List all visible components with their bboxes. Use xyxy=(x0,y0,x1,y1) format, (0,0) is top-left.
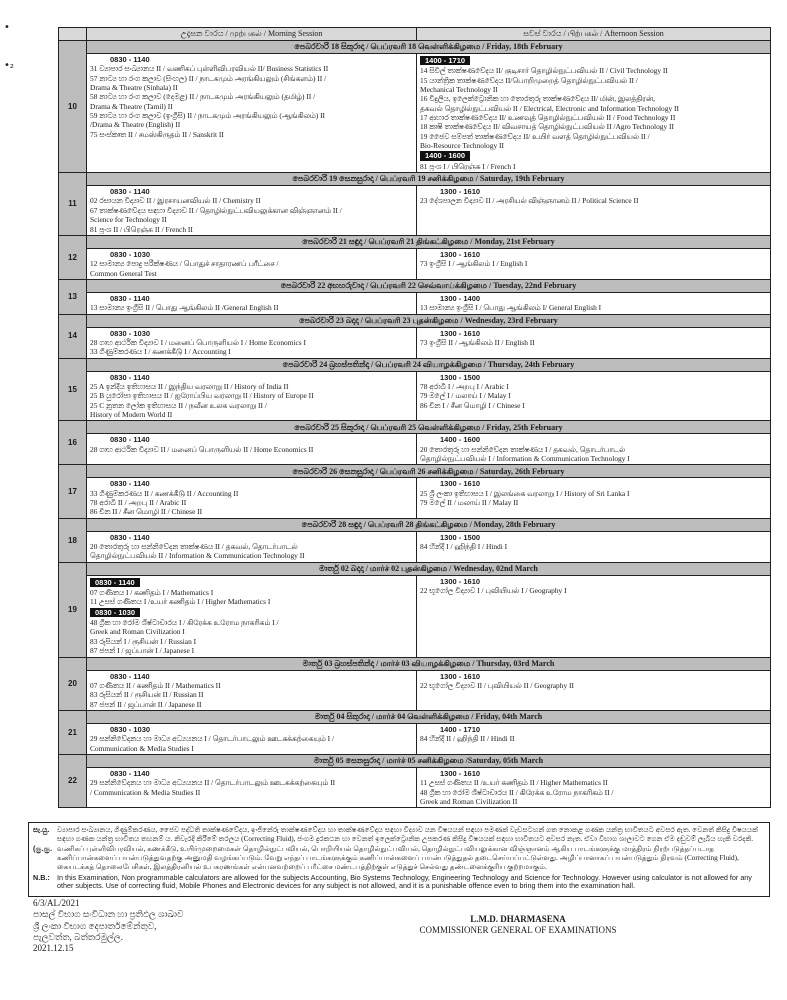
exam-time: 0830 - 1140 xyxy=(110,671,150,681)
subject-line: 73 ඉංග්‍රීසි I / ஆங்கிலம் I / English I xyxy=(420,259,528,269)
note-tamil xyxy=(33,845,765,871)
date-label: මාර්තු 03 බ්‍රහස්පතින්දා / மார்ச் 03 வியாழக்கிழமை / Thursday, 03rd March xyxy=(87,657,771,670)
subject-line: 75 සංස්කෘත II / சமஸ்கிருதம் II / Sanskrit II xyxy=(90,129,224,139)
morning-cell xyxy=(87,248,417,279)
exam-time: 1300 - 1400 xyxy=(440,293,481,303)
subject-line: 13 සාමාන්‍ය ඉංග්‍රීසි I / பொது ஆங்கிலம் I/ General English I xyxy=(420,303,602,313)
note-text: வணிகப் புள்ளிவிபரவியல், கணக்கீடு, உயிர்முறைமைகள் தொழில்நுட்பவியல், பொறியியல் தொழில்நுட்பவியல், தொழில்நுட்பவியலுக்கான விஞ்ஞானம் ஆகிய பாடங்களுக்கு மாத்திரம் நிரற்படுத்தப்படாத கணிப்பான்களைப் பயன்படுத்துவதற்கு அனுமதி வழங்கப்படும். வேறு எந்தப் பாடங்களுக்கும் கணிப்பான்களைப் பயன்படுத்துதல் தடைசெய்யப்பட்டுள்ளது. அழிப்பானாகப் பயன்படுத்தும் திரவம் (Correcting Fluid), கையடக்கத் தொலைபேசிகள், இலத்திரனியல் உபகரணங்கள் என்பனவற்றைப் பரீட்சை மண்டபத்திற்குள் எடுத்துச் செல்வது தண்டனைக்குரிய குற்றமாகும். xyxy=(57,845,739,871)
date-row xyxy=(59,235,771,248)
date-row xyxy=(59,754,771,767)
subject-line: 20 තොරතුරු හා සන්නිවේදන තාක්ෂණය I / தகவல், தொடர்பாடல் xyxy=(420,444,626,454)
department-name: ශ්‍රී ලංකා විභාග දෙපාර්තමේන්තුව, xyxy=(33,920,157,931)
date-label: පෙබරවාරි 18 සිකුරාදා / பெப்ரவரி 18 வெள்ளிக்கிழமை / Friday, 18th February xyxy=(87,41,771,54)
subject-line: 07 ගණිතය I / கணிதம் I / Mathematics I xyxy=(90,588,214,598)
exam-day-row xyxy=(59,575,771,657)
date-label: පෙබරවාරි 28 සඳුදා / பெப்ரவரி 28 திங்கட்கிழமை / Monday, 28th February xyxy=(87,518,771,531)
morning-cell xyxy=(87,327,417,358)
note-label: N.B.: xyxy=(33,872,50,882)
subject-line: 81 ප්‍රංශ II / பிரெஞ்சு II / French II xyxy=(90,224,193,234)
subject-line: 84 හින්දි II / ஹிந்தி II / Hindi II xyxy=(420,734,515,744)
exam-time: 1300 - 1610 xyxy=(440,671,481,681)
date-label: පෙබරවාරි 19 සෙනසුරාදා / பெப்ரவரி 19 சனிக்கிழமை / Saturday, 19th February xyxy=(87,173,771,186)
morning-cell xyxy=(87,767,417,807)
exam-time: 0830 - 1030 xyxy=(90,608,140,617)
subject-line: 25 C නූතන ලෝක ඉතිහාසය II / நவீன உலக வரலாறு II / xyxy=(90,400,267,410)
day-number: 17 xyxy=(59,465,87,518)
exam-time: 0830 - 1030 xyxy=(110,249,151,259)
afternoon-cell xyxy=(417,670,771,710)
note-text: ව්‍යාපාර සංඛ්‍යානය, ගිණුම්කරණය, ජෛව පද්ධති තාක්ෂණවේදය, ඉංජිනේරු තාක්ෂණවේදය හා තාක්ෂණවේදය සඳහා විද්‍යාව යන විෂයයන් සඳහා පමණක් වැඩසටහන් ගත නොකළ ගණක යන්ත්‍ර භාවිතයට අවසර ඇත. වෙනත් කිසිදු විෂයයක් සඳහා ගණක යන්ත්‍ර භාවිතය තහනම් ය. නිවැරදි කිරීමේ තරලය (Correcting Fluid), ජංගම දුරකථන හා වෙනත් ඉලෙක්ට්‍රොනික උපකරණ කිසිදු විෂයයක් සඳහා භාවිතයට අවසර නැත. ඒවා විභාග ශාලාවට ගෙන ඒම දඬුවම් ලැබිය හැකි වරදකි. xyxy=(57,826,759,843)
date-row xyxy=(59,421,771,434)
date-label: මාර්තු 05 සෙනසුරාදා / மார்ச் 05 சனிக்கிழமை /Saturday, 05th March xyxy=(87,754,771,767)
branch-name: පාසල් විභාග සංවිධාන හා ප්‍රතිඵල ශාඛාව xyxy=(33,909,184,920)
date-row xyxy=(59,465,771,478)
afternoon-cell xyxy=(417,327,771,358)
subject-line: Science for Technology II xyxy=(90,215,167,225)
subject-line: 48 ග්‍රීක හා රෝම ශිෂ්ටාචාරය II / கிரேக்க உரோம நாகரிகம் II / xyxy=(420,787,614,797)
date-label: පෙබරවාරි 25 සිකුරාදා / பெப்ரவரி 25 வெள்ளிக்கிழமை / Friday, 25th February xyxy=(87,421,771,434)
subject-line: 28 ගෘහ ආර්ථික විද්‍යාව II / மனைப் பொருளியல் II / Home Economics II xyxy=(90,444,314,454)
subject-line: Drama & Theatre (Tamil) II xyxy=(90,101,173,111)
date-row xyxy=(59,518,771,531)
subject-line: 22 භූගෝල විද්‍යාව II / புவியியல் II / Geography II xyxy=(420,680,574,690)
subject-line: 57 නාට්‍ය හා රංග කලාව (සිංහල) II / நாடகமும் அரங்கியலும் (சிங்களம்) II / xyxy=(90,73,327,83)
session-header-row xyxy=(59,28,771,41)
exam-timetable xyxy=(58,27,771,808)
date-label: මාර්තු 04 සිකුරාදා / மார்ச் 04 வெள்ளிக்கிழமை / Friday, 04th March xyxy=(87,710,771,723)
day-number: 18 xyxy=(59,518,87,562)
exam-time: 1300 - 1610 xyxy=(440,768,481,778)
subject-line: 11 උසස් ගණිතය I /உயர் கணிதம் I / Higher Mathematics I xyxy=(90,597,271,607)
exam-day-row xyxy=(59,723,771,754)
date-label: පෙබරවාරි 26 සෙනසුරාදා / பெப்ரவரி 26 சனிக்கிழமை / Saturday, 26th February xyxy=(87,465,771,478)
subject-line: 19 ජෛව සම්පත් තාක්ෂණවේදය II/ உயிர் வளத் தொழில்நுட்பவியல் II / xyxy=(420,131,650,141)
morning-cell xyxy=(87,292,417,314)
subject-line: Greek and Roman Civilization II xyxy=(420,796,518,806)
note-label: සැ.යු. xyxy=(33,825,50,834)
morning-cell xyxy=(87,478,417,518)
afternoon-cell xyxy=(417,54,771,173)
exam-time: 0830 - 1140 xyxy=(110,293,150,303)
afternoon-cell xyxy=(417,575,771,657)
exam-time: 1400 - 1710 xyxy=(440,724,481,734)
afternoon-cell xyxy=(417,248,771,279)
date-row xyxy=(59,314,771,327)
day-number: 12 xyxy=(59,235,87,279)
afternoon-cell xyxy=(417,723,771,754)
subject-line: Greek and Roman Civilization I xyxy=(90,627,185,637)
date-label: පෙබරවාරි 23 බදාදා / பெப்ரவரி 23 புதன்கிழமை / Wednesday, 23rd February xyxy=(87,314,771,327)
subject-line: Drama & Theatre (Sinhala) II xyxy=(90,83,178,93)
day-number: 22 xyxy=(59,754,87,807)
note-label: (கு.கு. xyxy=(33,844,53,854)
subject-line: 78 අරාබි II / அறபு II / Arabic II xyxy=(90,498,187,508)
subject-line: 48 ග්‍රීක හා රෝම ශිෂ්ටාචාරය I / கிரேக்க உரோம நாகரிகம் I / xyxy=(90,618,279,628)
morning-cell xyxy=(87,54,417,173)
subject-line: 73 ඉංග්‍රීසි II / ஆங்கிலம் II / English II xyxy=(420,337,535,347)
exam-day-row xyxy=(59,54,771,173)
subject-line: 18 කෘෂි තාක්ෂණවේදය II/ விவசாயத் தொழில்நுட்பவியல் II /Agro Technology II xyxy=(420,122,674,132)
day-number: 20 xyxy=(59,657,87,710)
subject-line: 20 තොරතුරු හා සන්නිවේදන තාක්ෂණය II / தகவல், தொடர்பாடல் xyxy=(90,542,298,552)
day-number: 15 xyxy=(59,358,87,421)
exam-time: 1300 - 1610 xyxy=(440,249,481,259)
date-label: පෙබරවාරි 24 බ්‍රහස්පතින්දා / பெப்ரவரி 24 வியாழக்கிழமை / Thursday, 24th February xyxy=(87,358,771,371)
date-row xyxy=(59,657,771,670)
exam-day-row xyxy=(59,186,771,236)
notes-box xyxy=(28,822,770,897)
signatory-title: COMMISSIONER GENERAL OF EXAMINATIONS xyxy=(419,925,617,935)
exam-day-row xyxy=(59,248,771,279)
afternoon-cell xyxy=(417,371,771,421)
morning-cell xyxy=(87,575,417,657)
exam-time: 1300 - 1500 xyxy=(440,532,481,542)
exam-time: 1300 - 1610 xyxy=(440,187,481,197)
exam-time: 1400 - 1600 xyxy=(420,151,470,160)
exam-day-row xyxy=(59,434,771,465)
subject-line: 87 ජපන් I / ஜப்பான் I / Japanese I xyxy=(90,646,195,656)
subject-line: 12 සාමාන්‍ය පොදු පරීක්ෂණය / பொதுச் சாதாரணப் பரீட்சை / xyxy=(90,259,279,269)
morning-cell xyxy=(87,434,417,465)
subject-line: 07 ගණිතය II / கணிதம் II / Mathematics II xyxy=(90,680,221,690)
day-number: 13 xyxy=(59,279,87,314)
subject-line: Common General Test xyxy=(90,268,157,278)
exam-day-row xyxy=(59,327,771,358)
exam-day-row xyxy=(59,371,771,421)
subject-line: தொழில்நுட்பவியல் I / Information & Communication Technology I xyxy=(420,454,630,463)
subject-line: 81 ප්‍රංශ I / பிரெஞ்சு I / French I xyxy=(420,161,516,171)
day-number: 11 xyxy=(59,173,87,236)
date-row xyxy=(59,279,771,292)
reference-number: 6/3/AL/2021 xyxy=(33,898,80,908)
exam-day-row xyxy=(59,292,771,314)
date-label: පෙබරවාරි 22 අඟහරුවාදා / பெப்ரவரி 22 செவ்வாய்க்கிழமை / Tuesday, 22nd February xyxy=(87,279,771,292)
subject-line: / Communication & Media Studies II xyxy=(90,787,201,797)
subject-line: 79 මලේ I / மலாய் I / Malay I xyxy=(420,391,511,401)
day-number: 21 xyxy=(59,710,87,754)
subject-line: 29 සන්නිවේදනය හා මාධ්‍ය අධ්‍යයනය I / தொடர்பாடலும் ஊடகக்கற்கையும் I / xyxy=(90,734,335,744)
exam-day-row xyxy=(59,670,771,710)
subject-line: 78 අරාබි I / அறபு I / Arabic I xyxy=(420,381,509,391)
subject-line: 02 රසායන විද්‍යාව II / இரசாயனவியல் II / Chemistry II xyxy=(90,196,261,206)
subject-line: 31 ව්‍යාපාර සංඛ්‍යානය II / வணிகப் புள்ளிவிபரவியல் II/ Business Statistics II xyxy=(90,64,329,74)
exam-day-row xyxy=(59,478,771,518)
day-number: 10 xyxy=(59,41,87,173)
issue-date: 2021.12.15 xyxy=(33,943,74,954)
signature-block xyxy=(368,914,668,936)
exam-time: 0830 - 1140 xyxy=(110,479,150,489)
exam-day-row xyxy=(59,767,771,807)
subject-line: 17 ආහාර තාක්ෂණවේදය II/ உணவுத் தொழில்நுட்பவியல் II / Food Technology II xyxy=(420,113,676,123)
exam-time: 0830 - 1140 xyxy=(110,768,150,778)
margin-mark: • xyxy=(4,22,10,33)
afternoon-cell xyxy=(417,434,771,465)
exam-time: 1400 - 1710 xyxy=(420,56,470,65)
exam-time: 0830 - 1030 xyxy=(110,328,151,338)
subject-line: 22 භූගෝල විද්‍යාව I / புவியியல் I / Geography I xyxy=(420,586,567,596)
subject-line: 33 ගිණුම්කරණය I / கணக்கீடு I / Accounting I xyxy=(90,347,231,357)
subject-line: 25 ශ්‍රී ලංකා ඉතිහාසය I / இலங்கை வரலாறு I / History of Sri Lanka I xyxy=(420,488,630,498)
date-row xyxy=(59,710,771,723)
exam-time: 1300 - 1610 xyxy=(440,328,481,338)
note-english xyxy=(33,874,765,891)
exam-time: 1300 - 1500 xyxy=(440,372,481,382)
subject-line: 86 චීන I / சீன மொழி I / Chinese I xyxy=(420,400,525,410)
margin-mark: •₂ xyxy=(4,60,14,71)
date-label: පෙබරවාරි 21 සඳුදා / பெப்ரவரி 21 திங்கட்கிழமை / Monday, 21st February xyxy=(87,235,771,248)
note-sinhala xyxy=(33,826,765,843)
day-number: 19 xyxy=(59,562,87,657)
subject-line: 59 නාට්‍ය හා රංග කලාව (ඉංග්‍රීසි) II / நாடகமும் அரங்கியலும் (ஆங்கிலம்) II xyxy=(90,111,326,121)
subject-line: 67 තාක්ෂණවේදය සඳහා විද්‍යාව II / தொழில்நுட்பவியலுக்கான விஞ்ஞானம் II / xyxy=(90,205,342,215)
subject-line: 29 සන්නිවේදනය හා මාධ්‍ය අධ්‍යයනය II / தொடர்பாடலும் ஊடகக்கற்கையும் II xyxy=(90,778,336,788)
subject-line: 25 B යුරෝපා ඉතිහාසය II / ஐரோப்பிய வரலாறு II / History of Europe II xyxy=(90,391,314,401)
subject-line: 28 ගෘහ ආර්ථික විද්‍යාව I / மனைப் பொருளியல் I / Home Economics I xyxy=(90,337,306,347)
subject-line: 11 උසස් ගණිතය II /உயர் கணிதம் II / Higher Mathematics II xyxy=(420,778,608,788)
department-address: පැලවත්ත, බත්තරමුල්ල. xyxy=(33,931,124,942)
afternoon-cell xyxy=(417,186,771,236)
day-number: 14 xyxy=(59,314,87,358)
subject-line: தொழில்நுட்பவியல் II / Information & Communication Technology II xyxy=(90,551,305,561)
day-number: 16 xyxy=(59,421,87,465)
exam-time: 0830 - 1030 xyxy=(110,724,151,734)
signatory-name: L.M.D. DHARMASENA xyxy=(470,914,566,924)
subject-line: 25 A ඉන්දීය ඉතිහාසය II / இந்திய வரலாறு II / History of India II xyxy=(90,381,289,391)
subject-line: Communication & Media Studies I xyxy=(90,743,194,753)
subject-line: 23 දේශපාලන විද්‍යාව II / அரசியல் விஞ்ஞானம் II / Political Science II xyxy=(420,196,639,206)
subject-line: 84 හින්දි I / ஹிந்தி I / Hindi I xyxy=(420,542,508,552)
afternoon-cell xyxy=(417,767,771,807)
subject-line: 86 චීන II / சீன மொழி II / Chinese II xyxy=(90,507,203,517)
subject-line: Mechanical Technology II xyxy=(420,85,498,95)
morning-session-header: උදෑසන වාරය / முற்பகல் / Morning Session xyxy=(87,28,417,41)
morning-cell xyxy=(87,186,417,236)
exam-time: 1300 - 1610 xyxy=(440,576,481,586)
exam-day-row xyxy=(59,531,771,562)
date-row xyxy=(59,173,771,186)
subject-line: 33 ගිණුම්කරණය II / கணக்கீடு II / Accounting II xyxy=(90,488,239,498)
afternoon-cell xyxy=(417,531,771,562)
exam-time: 0830 - 1140 xyxy=(110,187,150,197)
subject-line: தகவல் தொழில்நுட்பவியல் II / Electrical, Electronic and Information Technology II xyxy=(420,103,679,113)
morning-cell xyxy=(87,531,417,562)
exam-time: 0830 - 1140 xyxy=(110,372,150,382)
subject-line: /Drama & Theatre (English) II xyxy=(90,120,181,130)
date-row xyxy=(59,41,771,54)
subject-line: 83 රුසියන් II / ரூசியன் II / Russian II xyxy=(90,690,204,700)
exam-time: 1300 - 1610 xyxy=(440,479,481,489)
subject-line: Bio-Resource Technology II xyxy=(420,141,504,151)
exam-time: 1400 - 1600 xyxy=(440,435,481,445)
subject-line: 58 නාට්‍ය හා රංග කලාව (දෙමළ) II / நாடகமும் அரங்கியலும் (தமிழ்) II / xyxy=(90,92,316,102)
afternoon-session-header: සවස් වාරය / பிற்பகல் / Afternoon Session xyxy=(417,28,771,41)
date-row xyxy=(59,562,771,575)
subject-line: History of Modern World II xyxy=(90,409,173,419)
afternoon-cell xyxy=(417,292,771,314)
subject-line: 15 යාන්ත්‍රික තාක්ෂණවේදය II/பொறிமுறைத் தொழில்நுட்பவியல் II / xyxy=(420,75,638,85)
morning-cell xyxy=(87,723,417,754)
morning-cell xyxy=(87,371,417,421)
subject-line: 13 සාමාන්‍ය ඉංග්‍රීසි II / பொது ஆங்கிலம் II /General English II xyxy=(90,303,279,313)
exam-time: 0830 - 1140 xyxy=(110,435,150,445)
exam-time: 0830 - 1140 xyxy=(90,578,140,587)
note-text: In this Examination, Non programmable calculators are allowed for the subjects Accounting, Bio Systems Technology, Engineering Technology and Science for Technology. However using calculator is not allowed for any other subjects. Use of correcting fluid, Mobile Phones and Electronic devices for any subject is not allowed, and it is a punishable offence even to bring them into the examination hall. xyxy=(57,872,752,891)
subject-line: 83 රුසියන් I / ரூசியன் I / Russian I xyxy=(90,636,197,646)
exam-time: 0830 - 1140 xyxy=(110,532,150,542)
date-row xyxy=(59,358,771,371)
afternoon-cell xyxy=(417,478,771,518)
reference-block xyxy=(33,898,183,954)
subject-line: 14 සිවිල් තාක්ෂණවේදය II/ குடிசார் தொழில்நுட்பவியல் II / Civil Technology II xyxy=(420,66,668,76)
date-label: මාර්තු 02 බදාදා / மார்ச் 02 புதன்கிழமை / Wednesday, 02nd March xyxy=(87,562,771,575)
subject-line: 87 ජපන් II / ஜப்பான் II / Japanese II xyxy=(90,699,202,709)
morning-cell xyxy=(87,670,417,710)
subject-line: 16 විදුලිය, ඉලෙක්ට්‍රොනික හා තොරතුරු තාක්ෂණවේදය II/ மின், இலத்திரன், xyxy=(420,94,655,104)
subject-line: 79 මලේ II / மலாய் II / Malay II xyxy=(420,498,519,508)
exam-time: 0830 - 1140 xyxy=(110,55,150,64)
